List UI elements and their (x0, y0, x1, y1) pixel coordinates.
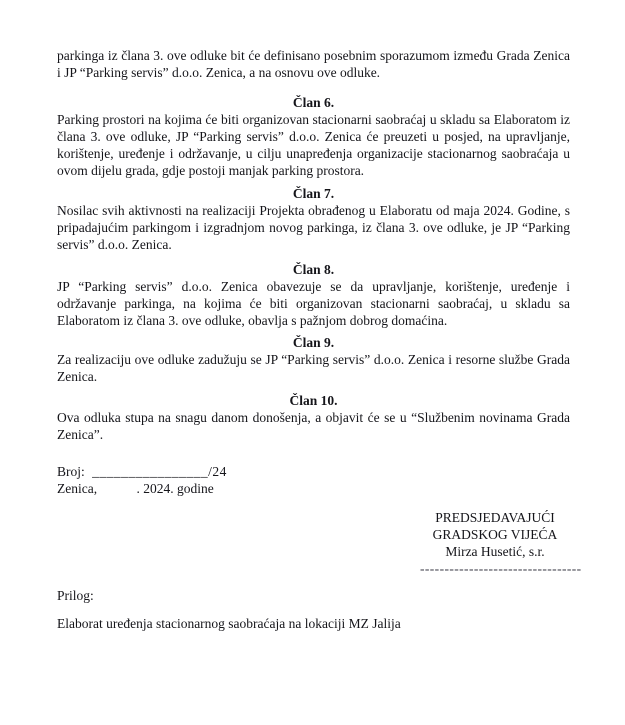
article-7-heading: Član 7. (292, 186, 335, 201)
article-8-body: JP “Parking servis” d.o.o. Zenica obavezuje se da upravljanje, korištenje, uređenje i održavanje parkinga, na kojima će biti organizovan stacionarni saobraćaj, u skladu sa Elaboratom iz člana 3. ove odluke, obavlja s pažnjom dobrog domaćina. (57, 279, 570, 328)
signature-name: Mirza Husetić, s.r. (445, 544, 545, 559)
reference-block (57, 463, 570, 497)
article-9 (57, 334, 570, 385)
article-7 (57, 185, 570, 253)
article-6-body: Parking prostori na kojima će biti organizovan stacionarni saobraćaj u skladu sa Elaboratom iz člana 3. ove odluke, JP “Parking servis” d.o.o. Zenica će preuzeti u posjed, na upravljanje, korištenje, uređenje i održavanje, u cilju unapređenja organizacije stacionarnog saobraćaja u ovom dijelu grada, gdje postoji manjak parking prostora. (57, 112, 570, 178)
place-label: Zenica, (57, 481, 98, 496)
article-9-heading: Član 9. (292, 335, 335, 350)
article-10-heading: Član 10. (289, 393, 338, 408)
signature-block (420, 509, 582, 577)
date-placeholder: . 2024. godine (136, 481, 214, 496)
reference-date-line (57, 480, 570, 497)
article-8-heading: Član 8. (292, 262, 335, 277)
signature-title-line1: PREDSJEDAVAJUĆI (435, 510, 555, 525)
article-9-body: Za realizaciju ove odluke zadužuju se JP “Parking servis” d.o.o. Zenica i resorne službe Grada Zenica. (57, 352, 570, 384)
intro-paragraph: parkinga iz člana 3. ove odluke bit će definisano posebnim sporazumom između Grada Zenica i JP “Parking servis” d.o.o. Zenica, a na osnovu ove odluke. (57, 48, 570, 80)
article-10-body: Ova odluka stupa na snagu danom donošenja, a objavit će se u “Službenim novinama Grada Zenica”. (57, 410, 570, 442)
broj-value-placeholder: ________________/24 (92, 464, 227, 479)
signature-title-line2: GRADSKOG VIJEĆA (432, 527, 558, 542)
article-6 (57, 94, 570, 179)
reference-number-line (57, 463, 570, 480)
broj-label: Broj: (57, 464, 85, 479)
article-6-heading: Član 6. (292, 95, 335, 110)
article-10 (57, 392, 570, 443)
signature-dashed-line: --------------------------------- (420, 561, 582, 576)
attachment-item: Elaborat uređenja stacionarnog saobraćaja na lokaciji MZ Jalija (57, 616, 401, 631)
article-8 (57, 261, 570, 329)
attachment-label: Prilog: (57, 588, 94, 603)
article-7-body: Nosilac svih aktivnosti na realizaciji Projekta obrađenog u Elaboratu od maja 2024. Godine, s pripadajućim parkingom i izgradnjom novog parkinga, iz člana 3. ove odluke, je JP “Parking servis” d.o.o. Zenica. (57, 203, 570, 252)
